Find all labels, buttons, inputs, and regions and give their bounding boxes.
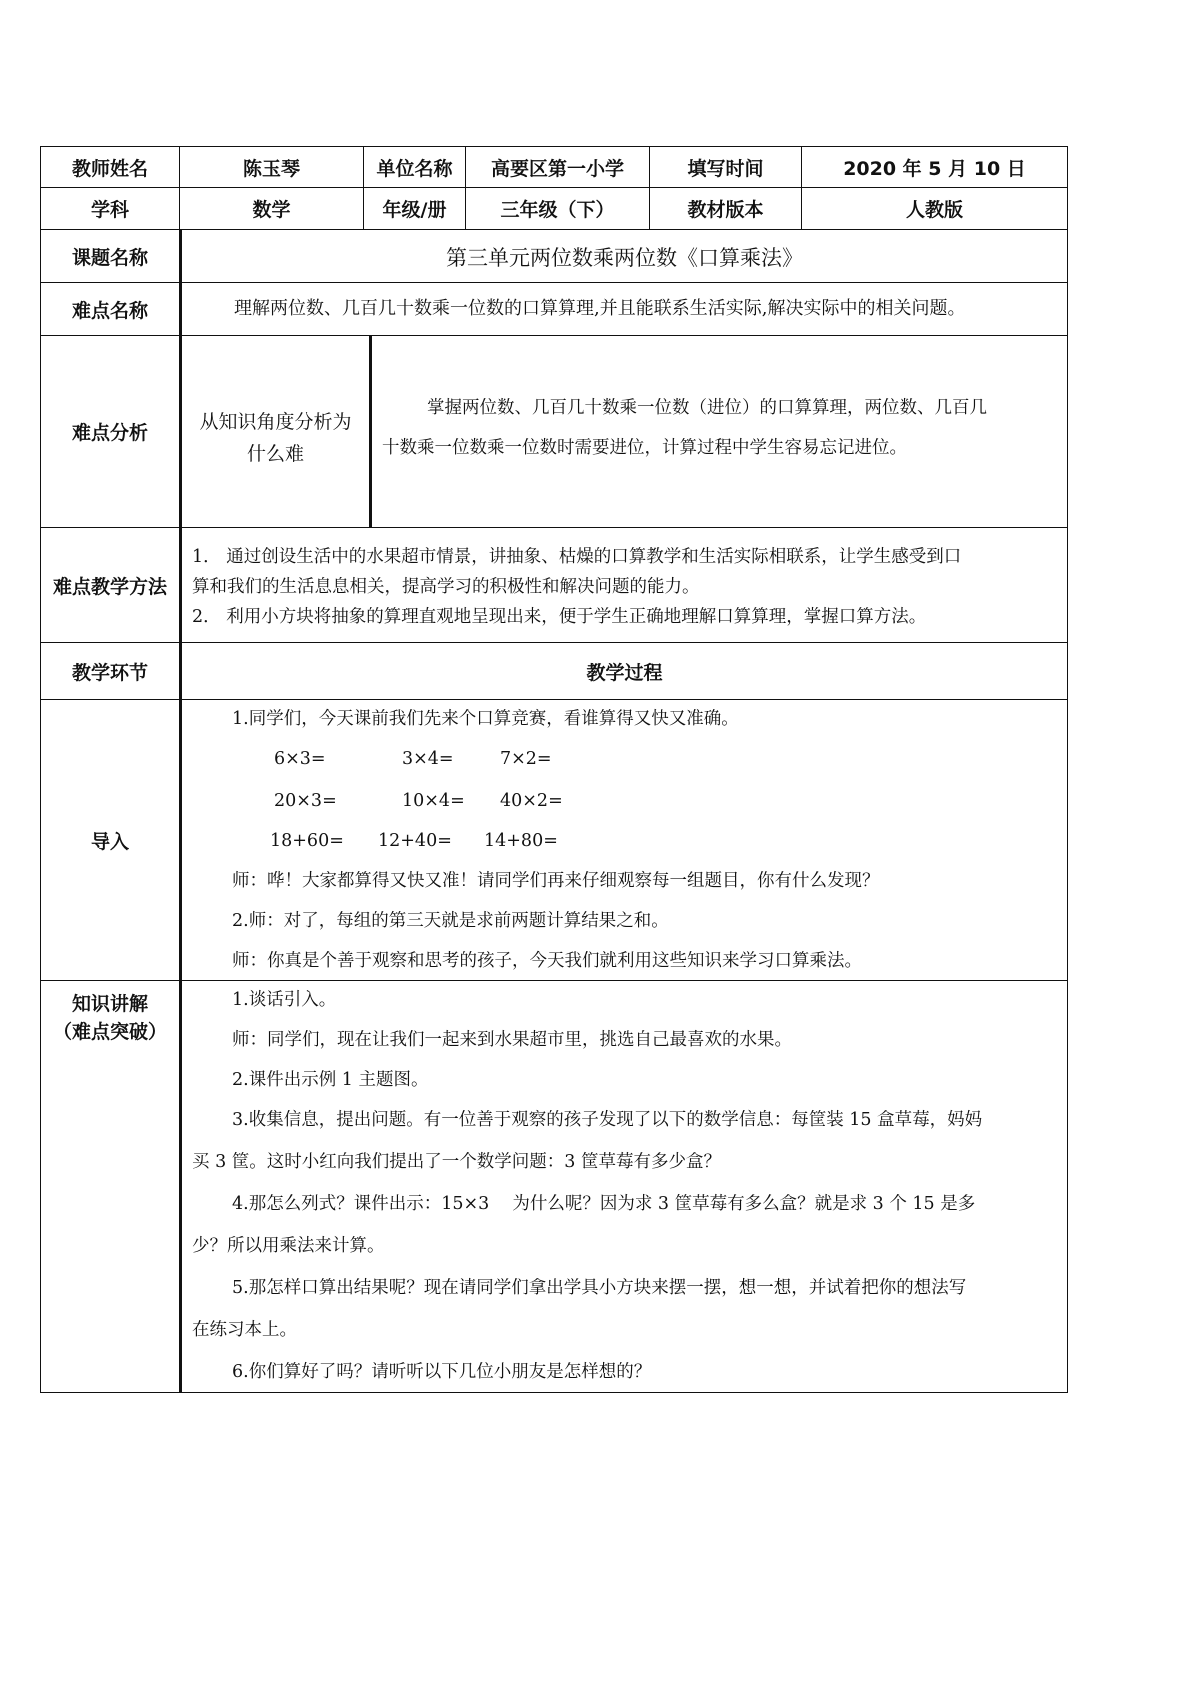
drill-item: 10×4=	[402, 791, 465, 811]
difficulty-cell	[179, 282, 1068, 336]
subject-value: 数学	[179, 187, 364, 230]
difficulty-label: 难点名称	[40, 282, 180, 336]
knowledge-line-6: 4.那怎么列式？课件出示：15×3 为什么呢？因为求 3 筐草莓有多么盒？就是求 3 个 15 是多	[232, 1194, 976, 1214]
subject-label: 学科	[40, 187, 180, 230]
methods-line-2: 算和我们的生活息息相关，提高学习的积极性和解决问题的能力。	[192, 577, 700, 597]
knowledge-line-5: 买 3 筐。这时小红向我们提出了一个数学问题：3 筐草莓有多少盒？	[192, 1152, 721, 1172]
analysis-sub-cell	[179, 335, 370, 528]
drill-item: 14+80=	[484, 831, 558, 851]
knowledge-label: 知识讲解	[71, 993, 148, 1015]
drill-item: 3×4=	[402, 749, 454, 769]
knowledge-line-2: 师：同学们，现在让我们一起来到水果超市里，挑选自己最喜欢的水果。	[232, 1030, 792, 1050]
unit-label: 单位名称	[363, 146, 466, 188]
knowledge-line-3: 2.课件出示例 1 主题图。	[232, 1070, 429, 1090]
knowledge-cell	[179, 980, 1068, 1393]
topic-value: 第三单元两位数乘两位数《口算乘法》	[446, 246, 803, 270]
intro-cell	[179, 699, 1068, 981]
methods-line-1: 1． 通过创设生活中的水果超市情景，讲抽象、枯燥的口算教学和生活实际相联系，让学生感受到口	[192, 547, 962, 567]
analysis-text-cell	[369, 335, 1068, 528]
knowledge-line-9: 在练习本上。	[192, 1320, 297, 1340]
unit-name: 高要区第一小学	[465, 146, 650, 188]
analysis-sub-label: 从知识角度分析为什么难	[199, 411, 352, 465]
grade-value: 三年级（下）	[465, 187, 650, 230]
stage-header: 教学环节	[40, 642, 180, 700]
intro-line-3: 2.师：对了，每组的第三天就是求前两题计算结果之和。	[232, 911, 669, 931]
knowledge-line-8: 5.那怎样口算出结果呢？现在请同学们拿出学具小方块来摆一摆，想一想，并试着把你的想法写	[232, 1278, 967, 1298]
drill-item: 18+60=	[270, 831, 344, 851]
analysis-line-1: 掌握两位数、几百几十数乘一位数（进位）的口算算理，两位数、几百几	[427, 398, 987, 418]
edition-value: 人教版	[801, 187, 1068, 230]
methods-label: 难点教学方法	[40, 527, 180, 643]
knowledge-line-7: 少？所以用乘法来计算。	[192, 1236, 385, 1256]
analysis-label: 难点分析	[40, 335, 180, 528]
intro-line-2: 师：哗！大家都算得又快又准！请同学们再来仔细观察每一组题目，你有什么发现？	[232, 871, 880, 891]
difficulty-value: 理解两位数、几百几十数乘一位数的口算算理,并且能联系生活实际,解决实际中的相关问题。	[234, 298, 966, 319]
drill-item: 12+40=	[378, 831, 452, 851]
teacher-name: 陈玉琴	[179, 146, 364, 188]
topic-label: 课题名称	[40, 229, 180, 283]
knowledge-line-10: 6.你们算好了吗？请听听以下几位小朋友是怎样想的？	[232, 1362, 652, 1382]
edition-label: 教材版本	[649, 187, 802, 230]
analysis-line-2: 十数乘一位数乘一位数时需要进位，计算过程中学生容易忘记进位。	[382, 438, 907, 458]
knowledge-line-4: 3.收集信息，提出问题。有一位善于观察的孩子发现了以下的数学信息：每筐装 15 盒草莓，妈妈	[232, 1110, 983, 1130]
drill-item: 40×2=	[500, 791, 563, 811]
methods-line-3: 2． 利用小方块将抽象的算理直观地呈现出来，便于学生正确地理解口算算理，掌握口算方法。	[192, 607, 927, 627]
grade-label: 年级/册	[363, 187, 466, 230]
knowledge-line-1: 1.谈话引入。	[232, 990, 337, 1010]
methods-cell	[179, 527, 1068, 643]
intro-label: 导入	[40, 699, 180, 981]
drill-item: 7×2=	[500, 749, 552, 769]
drill-item: 20×3=	[274, 791, 337, 811]
date-label: 填写时间	[649, 146, 802, 188]
intro-line-4: 师：你真是个善于观察和思考的孩子，今天我们就利用这些知识来学习口算乘法。	[232, 951, 862, 971]
knowledge-sublabel: （难点突破）	[52, 1021, 167, 1043]
process-header: 教学过程	[179, 642, 1068, 700]
knowledge-label-cell	[40, 980, 180, 1393]
topic-cell	[179, 229, 1068, 283]
fill-date: 2020 年 5 月 10 日	[801, 146, 1068, 188]
intro-line-1: 1.同学们，今天课前我们先来个口算竞赛，看谁算得又快又准确。	[232, 709, 739, 729]
drill-item: 6×3=	[274, 749, 326, 769]
teacher-label: 教师姓名	[40, 146, 180, 188]
